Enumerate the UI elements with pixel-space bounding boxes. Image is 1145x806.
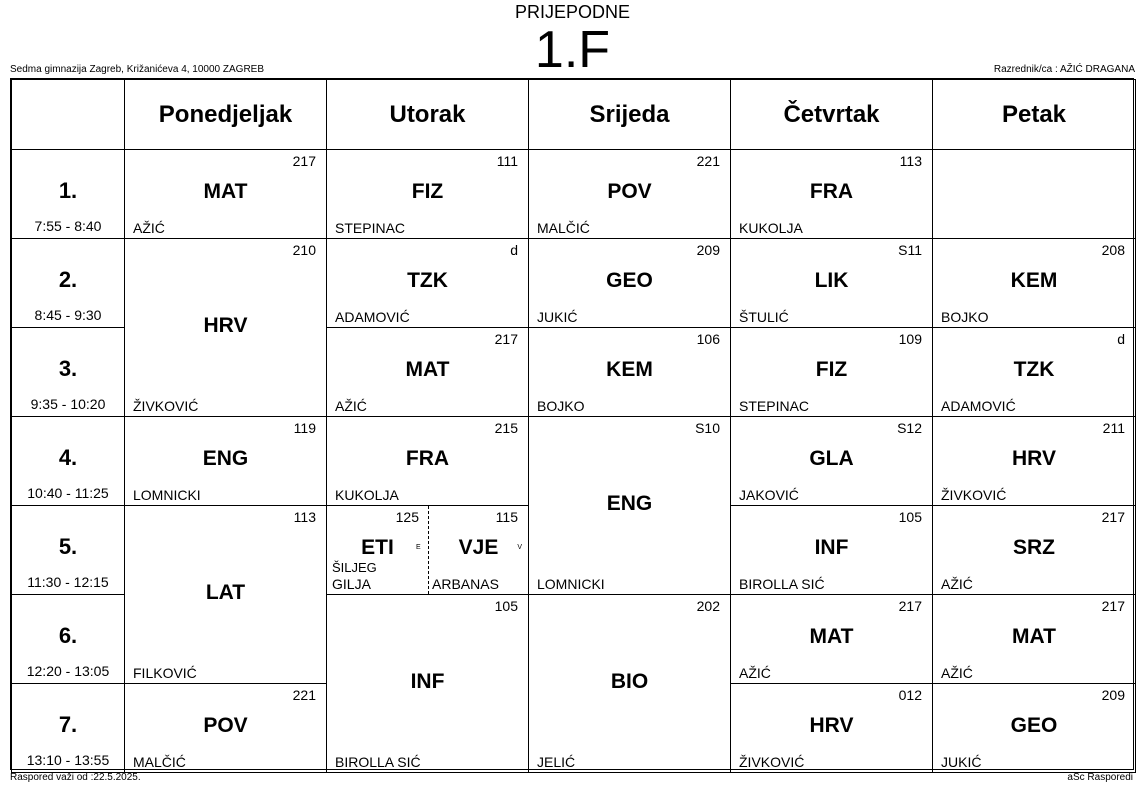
lesson-cell[interactable]	[730, 238, 933, 328]
corner-cell	[11, 79, 125, 150]
subject: FIZ	[815, 358, 848, 381]
teacher-name: JELIĆ	[537, 754, 576, 770]
subject: HRV	[809, 714, 854, 737]
lesson-cell[interactable]	[730, 594, 933, 684]
period-cell	[11, 416, 125, 506]
lesson-cell[interactable]	[528, 594, 731, 773]
subject: ENG	[202, 447, 249, 470]
period-cell	[11, 327, 125, 417]
room-number: 125	[395, 509, 419, 525]
room-number: 202	[696, 598, 720, 614]
period-cell	[11, 238, 125, 328]
subject: POV	[203, 714, 248, 737]
school-address: Sedma gimnazija Zagreb, Križanićeva 4, 10000 ZAGREB	[10, 64, 265, 75]
lesson-cell[interactable]	[528, 416, 731, 595]
teacher-name: ŠTULIĆ	[739, 309, 789, 325]
split-lesson-cell[interactable]	[326, 505, 529, 595]
subject: MAT	[203, 180, 248, 203]
subject: ETI	[361, 536, 394, 559]
period-time: 10:40 - 11:25	[27, 485, 109, 501]
subject: VJE	[458, 536, 499, 559]
lesson-cell[interactable]	[932, 327, 1136, 417]
teacher-name: ŽIVKOVIĆ	[739, 754, 805, 770]
period-time: 11:30 - 12:15	[27, 574, 109, 590]
room-number: S12	[897, 420, 922, 436]
lesson-cell[interactable]	[730, 149, 933, 239]
lesson-cell[interactable]	[124, 505, 327, 684]
room-number: 210	[292, 242, 316, 258]
room-number: 105	[494, 598, 518, 614]
subject: TZK	[407, 269, 448, 292]
lesson-cell[interactable]	[326, 327, 529, 417]
class-teacher: Razrednik/ca : AŽIĆ DRAGANA	[993, 64, 1135, 75]
lesson-cell[interactable]	[730, 327, 933, 417]
room-number: 221	[696, 153, 720, 169]
lesson-cell[interactable]	[326, 238, 529, 328]
subject: HRV	[1012, 447, 1056, 470]
teacher-name: ADAMOVIĆ	[335, 309, 410, 325]
subject: KEM	[1010, 269, 1058, 292]
room-number: 217	[494, 331, 518, 347]
lesson-cell[interactable]	[326, 594, 529, 773]
period-number: 7.	[58, 712, 78, 737]
day-header: Utorak	[326, 79, 529, 150]
teacher-name: ADAMOVIĆ	[941, 398, 1016, 414]
teacher-name: AŽIĆ	[133, 220, 165, 236]
room-number: d	[1117, 331, 1125, 347]
room-number: 221	[292, 687, 316, 703]
subject: GLA	[809, 447, 854, 470]
period-time: 9:35 - 10:20	[30, 396, 106, 412]
room-number: 012	[898, 687, 922, 703]
subject: POV	[607, 180, 652, 203]
subject: INF	[814, 536, 849, 559]
teacher-name: MALČIĆ	[133, 754, 186, 770]
lesson-cell[interactable]	[528, 327, 731, 417]
room-number: S11	[898, 242, 922, 258]
lesson-cell[interactable]	[730, 683, 933, 773]
subject: INF	[410, 670, 445, 693]
teacher-name: AŽIĆ	[941, 576, 973, 592]
group-label: E	[416, 544, 421, 551]
room-number: 106	[696, 331, 720, 347]
lesson-cell[interactable]	[528, 238, 731, 328]
subject: FIZ	[411, 180, 444, 203]
period-cell	[11, 594, 125, 684]
teacher-name: BIROLLA SIĆ	[739, 576, 825, 592]
lesson-cell[interactable]	[730, 505, 933, 595]
lesson-cell[interactable]	[124, 683, 327, 773]
period-cell	[11, 149, 125, 239]
teacher-name: STEPINAC	[335, 220, 406, 236]
subject: MAT	[1012, 625, 1056, 648]
period-cell	[11, 683, 125, 773]
teacher-name: JUKIĆ	[941, 754, 982, 770]
lesson-cell[interactable]	[932, 505, 1136, 595]
room-number: 217	[1101, 598, 1125, 614]
lesson-cell[interactable]	[124, 238, 327, 417]
teacher-name: LOMNICKI	[537, 576, 605, 592]
subject: KEM	[606, 358, 653, 381]
subject: HRV	[203, 314, 248, 337]
teacher-name: KUKOLJA	[739, 220, 803, 236]
timetable-shift: PRIJEPODNE	[514, 2, 631, 22]
period-time: 13:10 - 13:55	[26, 752, 110, 768]
subject: GEO	[606, 269, 653, 292]
period-number: 5.	[58, 534, 78, 559]
teacher-name: BIROLLA SIĆ	[335, 754, 421, 770]
room-number: 111	[496, 153, 518, 169]
generator-credit: aSc Rasporedi	[1067, 772, 1133, 783]
subject: FRA	[405, 447, 450, 470]
teacher-name: AŽIĆ	[739, 665, 771, 681]
subject: BIO	[610, 670, 649, 693]
day-header: Četvrtak	[730, 79, 933, 150]
room-number: 105	[898, 509, 922, 525]
lesson-cell[interactable]	[326, 416, 529, 506]
teacher-name: ARBANAS	[432, 576, 499, 592]
subject: SRZ	[1013, 536, 1055, 559]
room-number: 215	[494, 420, 518, 436]
lesson-cell[interactable]	[124, 416, 327, 506]
room-number: 217	[292, 153, 316, 169]
teacher-name: BOJKO	[537, 398, 585, 414]
subject: GEO	[1010, 714, 1058, 737]
subject: MAT	[809, 625, 854, 648]
subject: LAT	[205, 581, 246, 604]
period-number: 3.	[58, 356, 78, 381]
group-label: V	[517, 544, 522, 551]
room-number: 217	[1101, 509, 1125, 525]
teacher-name: ŠILJEG	[332, 560, 377, 575]
period-number: 2.	[58, 267, 78, 292]
day-header: Petak	[932, 79, 1136, 150]
teacher-name: GILJA	[332, 576, 371, 592]
period-number: 6.	[58, 623, 78, 648]
teacher-name: ŽIVKOVIĆ	[941, 487, 1007, 503]
lesson-cell[interactable]	[932, 594, 1136, 684]
room-number: 211	[1102, 420, 1125, 436]
room-number: 217	[898, 598, 922, 614]
period-cell	[11, 505, 125, 595]
teacher-name: KUKOLJA	[335, 487, 399, 503]
subject: MAT	[405, 358, 450, 381]
room-number: 209	[696, 242, 720, 258]
lesson-cell[interactable]	[730, 416, 933, 506]
room-number: 113	[293, 509, 316, 525]
period-time: 8:45 - 9:30	[34, 307, 102, 323]
subject: FRA	[809, 180, 854, 203]
day-header: Srijeda	[528, 79, 731, 150]
teacher-name: MALČIĆ	[537, 220, 590, 236]
period-number: 1.	[58, 178, 78, 203]
lesson-cell[interactable]	[932, 683, 1136, 773]
room-number: S10	[695, 420, 720, 436]
teacher-name: FILKOVIĆ	[133, 665, 197, 681]
period-number: 4.	[58, 445, 78, 470]
teacher-name: ŽIVKOVIĆ	[133, 398, 199, 414]
teacher-name: AŽIĆ	[335, 398, 367, 414]
subject: ENG	[606, 492, 653, 515]
class-name: 1.F	[534, 21, 611, 79]
room-number: d	[510, 242, 518, 258]
timetable-grid	[10, 78, 1134, 770]
empty-cell	[932, 149, 1136, 239]
lesson-cell[interactable]	[932, 238, 1136, 328]
lesson-cell[interactable]	[932, 416, 1136, 506]
room-number: 113	[899, 153, 922, 169]
teacher-name: JUKIĆ	[537, 309, 578, 325]
teacher-name: LOMNICKI	[133, 487, 201, 503]
teacher-name: STEPINAC	[739, 398, 810, 414]
period-time: 12:20 - 13:05	[26, 663, 110, 679]
teacher-name: BOJKO	[941, 309, 989, 325]
lesson-cell[interactable]	[124, 149, 327, 239]
room-number: 119	[293, 420, 316, 436]
subject: TZK	[1013, 358, 1055, 381]
period-time: 7:55 - 8:40	[34, 218, 102, 234]
teacher-name: JAKOVIĆ	[739, 487, 799, 503]
valid-from: Raspored važi od :22.5.2025.	[10, 772, 141, 783]
room-number: 109	[898, 331, 922, 347]
day-header: Ponedjeljak	[124, 79, 327, 150]
teacher-name: AŽIĆ	[941, 665, 973, 681]
room-number: 209	[1101, 687, 1125, 703]
lesson-cell[interactable]	[326, 149, 529, 239]
lesson-cell[interactable]	[528, 149, 731, 239]
room-number: 115	[495, 509, 518, 525]
subject: LIK	[814, 269, 849, 292]
room-number: 208	[1101, 242, 1125, 258]
